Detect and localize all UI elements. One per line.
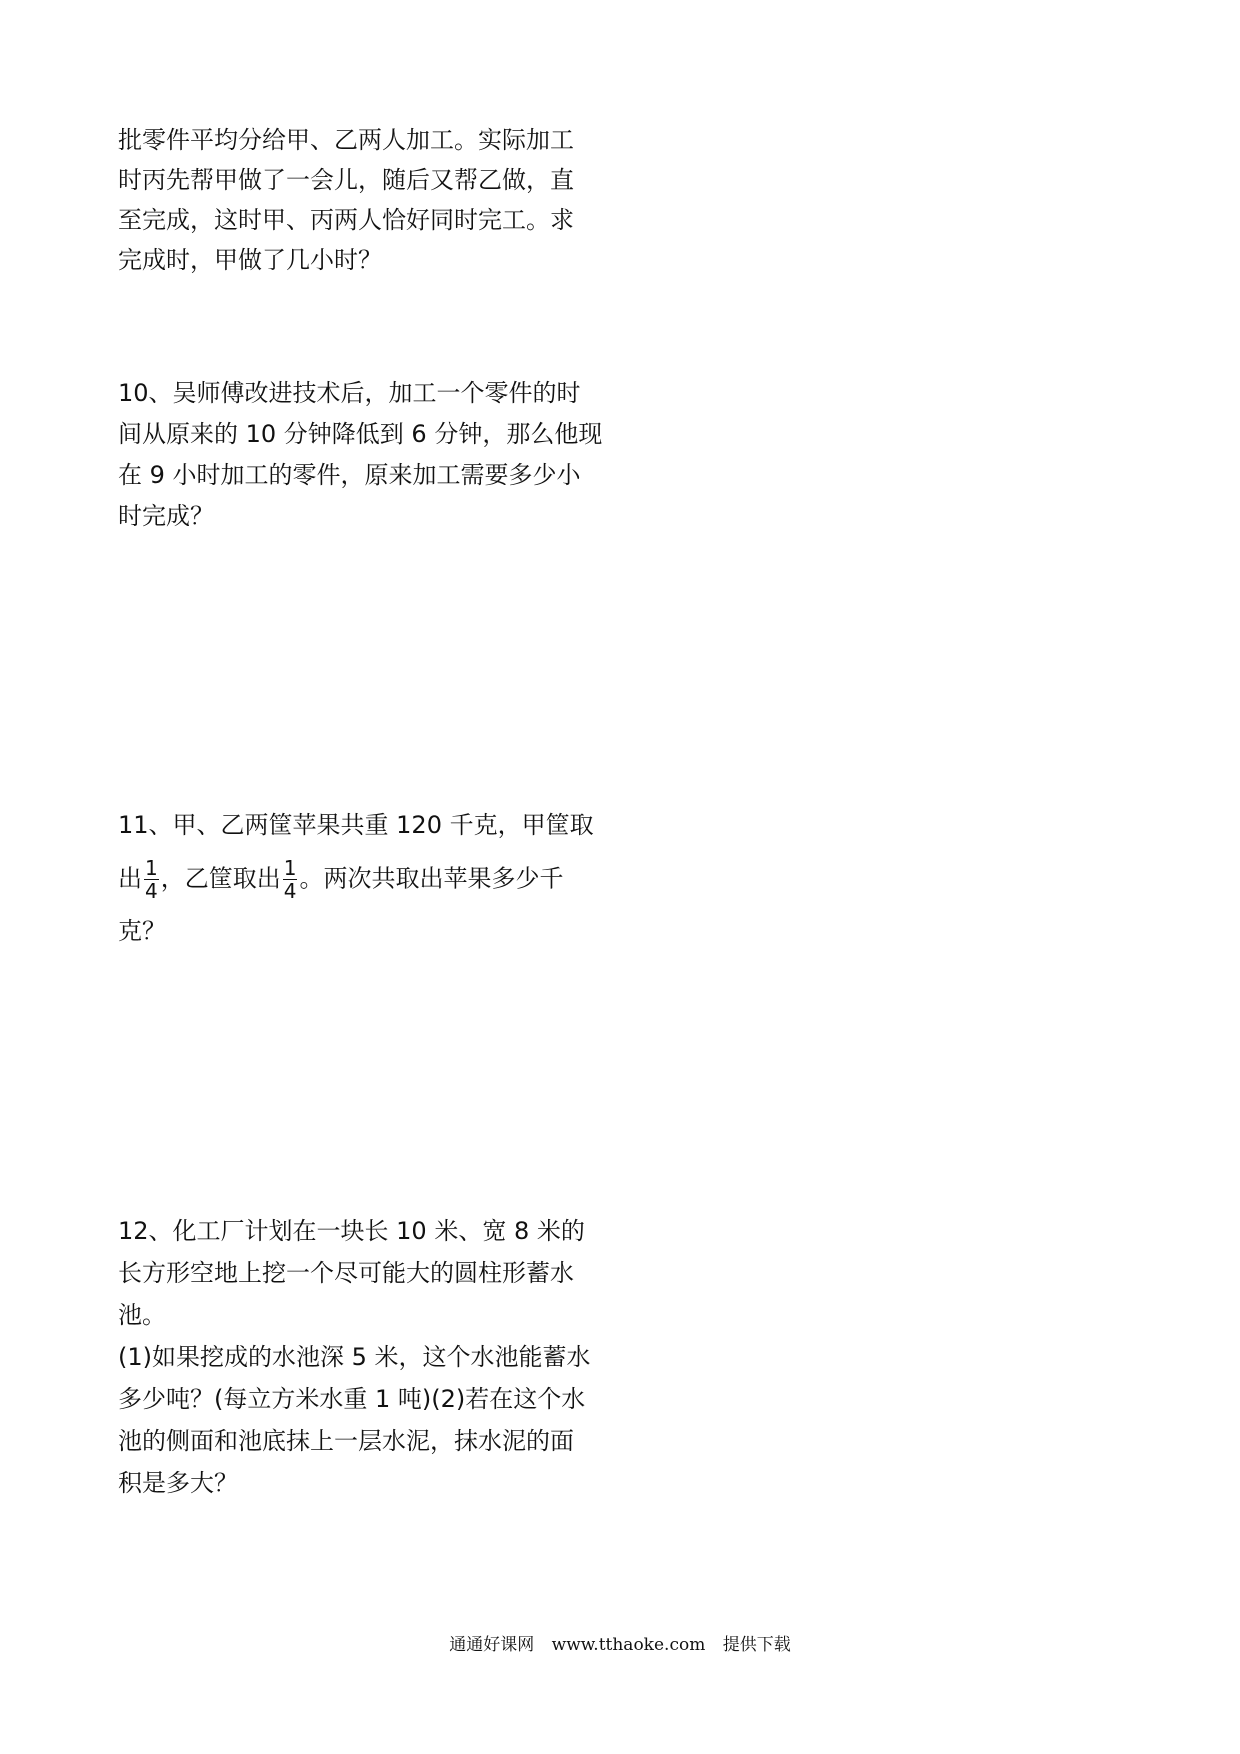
- q11-line-2: [118, 858, 563, 901]
- q11-line-1: 11、甲、乙两筐苹果共重 120 千克，甲筐取: [118, 811, 594, 839]
- q12-line-1: 12、化工厂计划在一块长 10 米、宽 8 米的: [118, 1217, 585, 1245]
- q12-line-3: 池。: [118, 1301, 166, 1329]
- q9-line-3: 至完成，这时甲、丙两人恰好同时完工。求: [118, 206, 574, 234]
- q11-line-2-part-b: ，乙筐取出: [160, 864, 281, 893]
- q10-line-1: 10、吴师傅改进技术后，加工一个零件的时: [118, 379, 581, 407]
- q10-line-4: 时完成？: [118, 502, 214, 530]
- fraction-2-numerator: 1: [283, 856, 297, 880]
- q12-line-5: 多少吨？(每立方米水重 1 吨)(2)若在这个水: [118, 1385, 586, 1413]
- fraction-one-quarter-1: [144, 858, 159, 901]
- footer-site-name: 通通好课网: [449, 1635, 535, 1655]
- q9-line-1: 批零件平均分给甲、乙两人加工。实际加工: [118, 126, 574, 154]
- q12-line-7: 积是多大？: [118, 1469, 238, 1497]
- fraction-one-quarter-2: [283, 858, 298, 901]
- q12-line-6: 池的侧面和池底抹上一层水泥，抹水泥的面: [118, 1427, 574, 1455]
- q11-line-2-part-c: 。两次共取出苹果多少千: [299, 864, 564, 893]
- q9-line-4: 完成时，甲做了几小时？: [118, 246, 382, 274]
- q11-line-3: 克？: [118, 917, 166, 945]
- page-footer: [0, 1630, 1240, 1655]
- footer-action-text: 提供下载: [722, 1635, 791, 1655]
- q12-line-2: 长方形空地上挖一个尽可能大的圆柱形蓄水: [118, 1259, 574, 1287]
- footer-url-link[interactable]: www.tthaoke.com: [551, 1635, 706, 1655]
- q12-line-4: (1)如果挖成的水池深 5 米，这个水池能蓄水: [118, 1343, 591, 1371]
- fraction-1-denominator: 4: [145, 879, 158, 903]
- q11-line-2-part-a: 出: [118, 864, 142, 893]
- fraction-2-denominator: 4: [283, 879, 297, 903]
- fraction-1-numerator: 1: [145, 856, 158, 880]
- q10-line-3: 在 9 小时加工的零件，原来加工需要多少小: [118, 461, 581, 489]
- q9-line-2: 时丙先帮甲做了一会儿，随后又帮乙做，直: [118, 166, 574, 194]
- q10-line-2: 间从原来的 10 分钟降低到 6 分钟，那么他现: [118, 420, 603, 448]
